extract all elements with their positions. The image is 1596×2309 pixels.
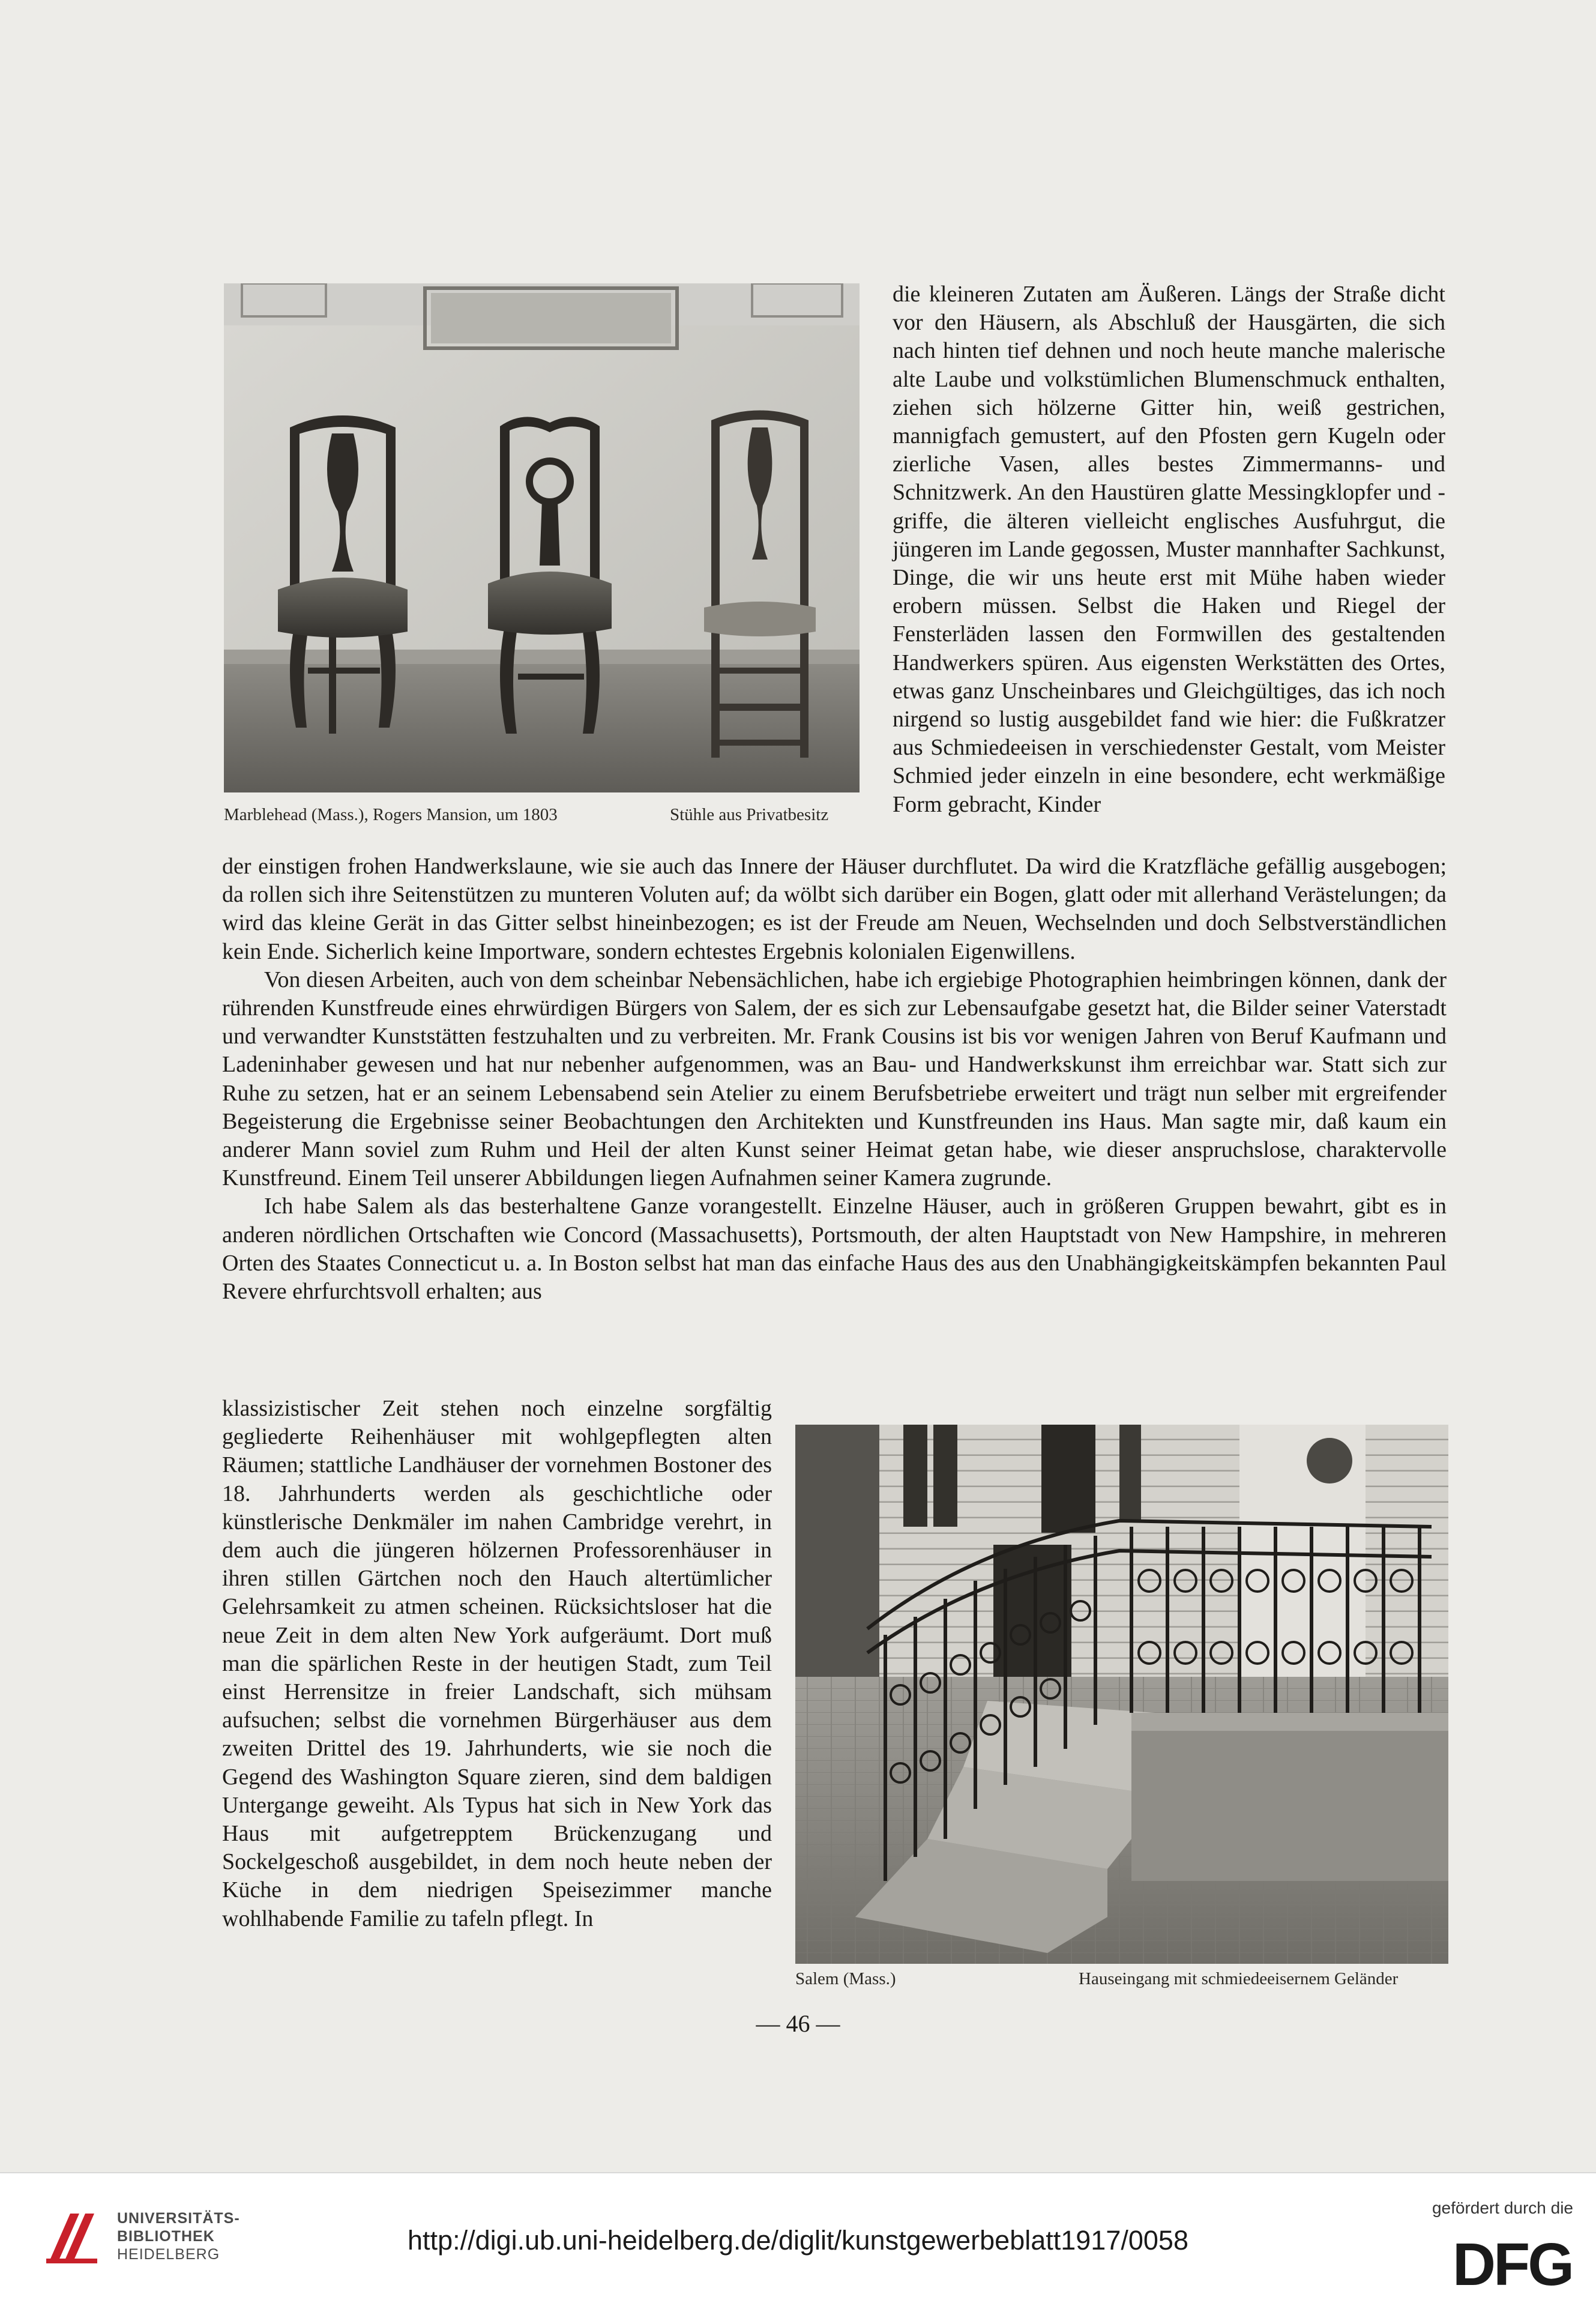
page-number: — 46 —: [756, 2010, 840, 2037]
railing-photo: [795, 1425, 1448, 1964]
figure2-caption-right: Hauseingang mit schmiedeeisernem Geländer: [1079, 1969, 1399, 1988]
paragraph-3-left: klassizistischer Zeit stehen noch einzelne sorgfältig gegliederte Reihenhäuser mit wohlgepflegten alten Räumen; stattliche Landhäuser der vornehmen Bostoner des 18. Jahrhunderts werden als geschichtliche oder künstlerische Denkmäler im nahen Cambridge verehrt, in dem auch die jüngeren hölzernen Professorenhäuser in ihren stillen Gärtchen noch den Hauch altertümlicher Gelehrsamkeit zu atmen scheinen. Rücksichtsloser hat die neue Zeit in dem alten New York aufgeräumt. Dort muß man die spärlichen Reste in der heutigen Stadt, zum Teil einst Herrensitze in freier Landschaft, sich mühsam aufsuchen; selbst die vornehmen Bürgerhäuser aus dem zweiten Drittel des 19. Jahrhunderts, wie sie noch die Gegend des Washington Square zieren, sind dem baldigen Untergange geweiht. Als Typus hat sich in New York das Haus mit aufgetrepptem Brückenzugang und Sockelgeschoß ausgebildet, in dem noch heute neben der Küche in dem niedrigen Speisezimmer manche wohlhabende Familie zu tafeln pflegt. In: [222, 1396, 772, 1931]
library-name-line2: BIBLIOTHEK: [117, 2228, 215, 2245]
figure1-caption-left: Marblehead (Mass.), Rogers Mansion, um 1803: [224, 805, 558, 824]
source-url-link[interactable]: http://digi.ub.uni-heidelberg.de/diglit/kunstgewerbeblatt1917/0058: [408, 2225, 1188, 2256]
paragraph-1-continued: der einstigen frohen Handwerkslaune, wie sie auch das Innere der Häuser durchflutet. Da wird die Kratzfläche gefällig ausgebogen; da rollen sich ihre Seitenstützen zu munteren Voluten auf; da wölbt sich darüber ein Bogen, glatt oder mit allerhand Verästelungen; da wird das kleine Gerät in das Gitter selbst hineinbezogen; es ist der Freude am Neuen, Wechselnden und doch Selbstverständlichen kein Ende. Sicherlich keine Importware, sondern echtestes Ergebnis kolonialen Eigenwillens.: [222, 854, 1447, 964]
text-full-width-1: [222, 853, 1447, 1306]
figure2-caption-left: Salem (Mass.): [795, 1969, 896, 1988]
library-name-line1: UNIVERSITÄTS-: [117, 2210, 240, 2227]
paragraph-3: Ich habe Salem als das besterhaltene Ganze vorangestellt. Einzelne Häuser, auch in größeren Gruppen bewahrt, gibt es in anderen nördlichen Ortschaften wie Concord (Massachusetts), Portsmouth, der alten Hauptstadt von New Hampshire, in mehreren Orten des Staates Connecticut u. a. In Boston selbst hat man das einfache Haus des aus den Unabhängigkeitskämpfen bekannten Paul Revere ehrfurchtsvoll erhalten; aus: [222, 1194, 1447, 1305]
text-column-right: [893, 280, 1445, 819]
dfg-logo: DFG: [1452, 2231, 1572, 2298]
paragraph-2: Von diesen Arbeiten, auch von dem scheinbar Nebensächlichen, habe ich ergiebige Photographien heimbringen können, dank der rührenden Kunstfreude eines ehrwürdigen Bürgers von Salem, der es sich zur Lebensaufgabe gesetzt hat, die Bilder seiner Vaterstadt und verwandter Kunststätten festzuhalten und zu verbreiten. Mr. Frank Cousins ist bis vor wenigen Jahren von Beruf Kaufmann und Ladeninhaber gewesen und hat nur nebenher aufgenommen, was an Bau- und Handwerkskunst ihm erreichbar war. Statt sich zur Ruhe zu setzen, hat er an seinem Lebensabend sein Atelier zu einem Berufsbetriebe erweitert und trägt nun selber mit ergreifender Begeisterung die Ergebnisse seiner Beobachtungen den Architekten und Kunstfreunden ins Haus. Man sagte mir, daß kaum ein anderer Mann soviel zum Ruhm und Heil der alten Kunst seiner Heimat getan habe, wie dieser anspruchslose, charaktervolle Kunstfreund. Einem Teil unserer Abbildungen liegen Aufnahmen seiner Kamera zugrunde.: [222, 967, 1447, 1191]
paragraph-1-right: die kleineren Zutaten am Äußeren. Längs der Straße dicht vor den Häusern, als Abschluß der Hausgärten, die sich nach hinten tief dehnen und noch heute manche malerische alte Laube und volkstümlichen Blumenschmuck enthalten, ziehen sich hölzerne Gitter hin, weiß gestrichen, mannigfach gemustert, auf den Pfosten gern Kugeln oder zierliche Vasen, alles bestes Zimmermanns- und Schnitzwerk. An den Haustüren glatte Messingklopfer und -griffe, die älteren vielleicht englisches Ausfuhrgut, die jüngeren im Lande gegossen, Muster mannhafter Sachkunst, Dinge, die wir uns heute erst mit Mühe haben wieder erobern müssen. Selbst die Haken und Riegel der Fensterläden lassen den Formwillen des gestaltenden Handwerkers spüren. Aus eigensten Werkstätten des Ortes, etwas ganz Unscheinbares und Gleichgültiges, das ich noch nirgend so lustig ausgebildet fand wie hier: die Fußkratzer aus Schmiedeeisen in verschiedenster Gestalt, vom Meister Schmied jeder einzeln in eine besondere, echt werkmäßige Form gebracht, Kinder: [893, 282, 1445, 817]
figure1-caption-right: Stühle aus Privatbesitz: [670, 805, 829, 824]
funding-label: gefördert durch die: [1432, 2199, 1573, 2217]
text-column-left: [222, 1395, 772, 1933]
chairs-photo: [224, 283, 860, 792]
library-name-line3: HEIDELBERG: [117, 2246, 220, 2263]
digitization-footer: [0, 2172, 1596, 2309]
